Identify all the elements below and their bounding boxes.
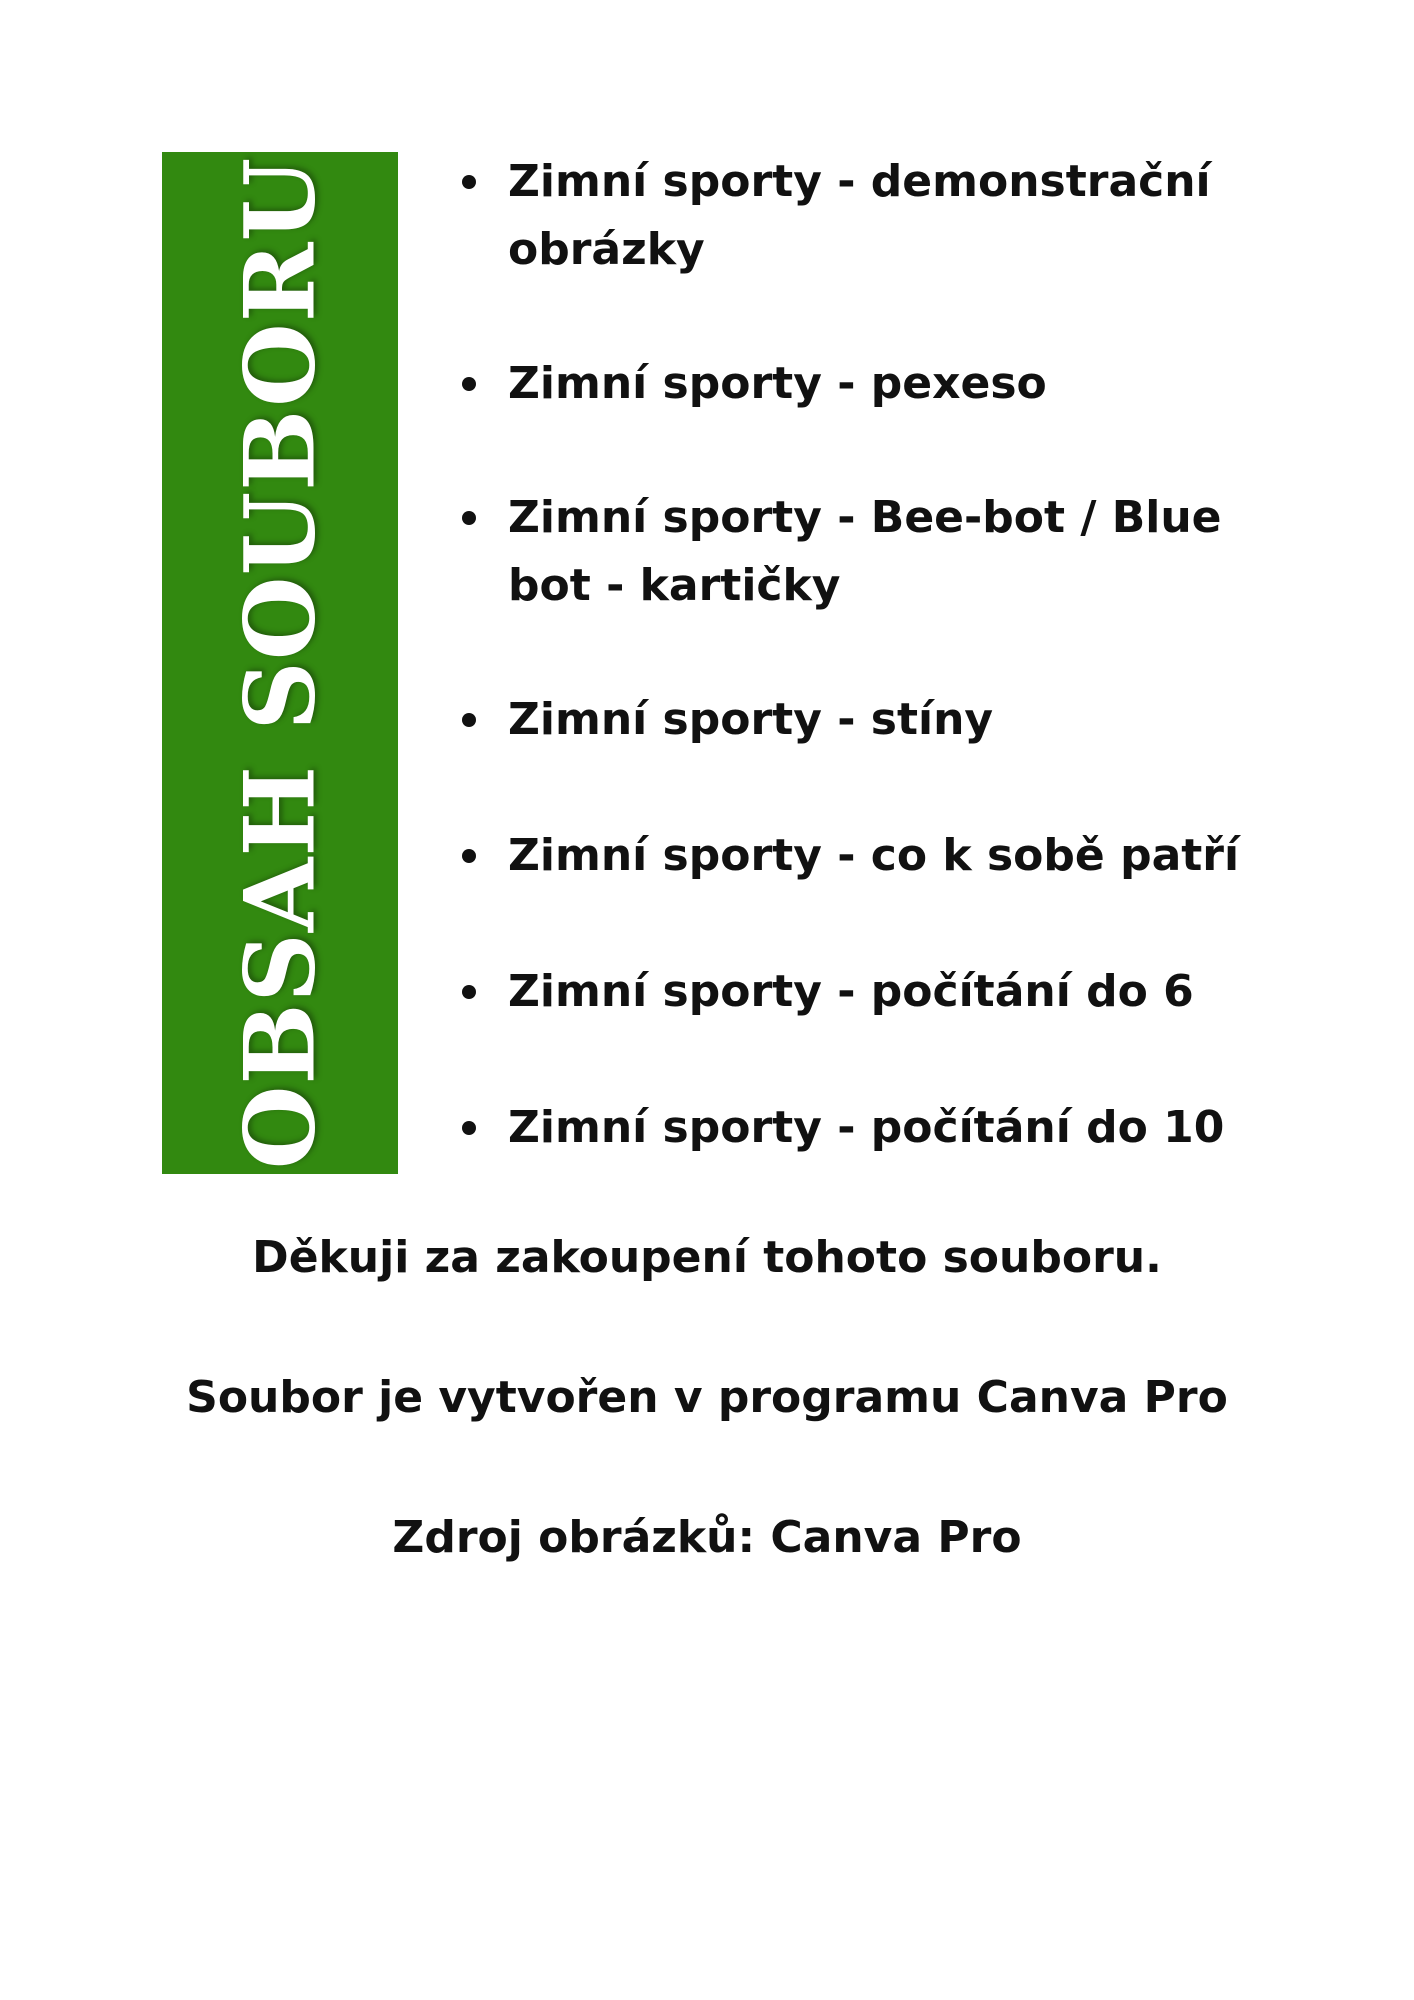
bullet-icon [462, 377, 476, 391]
list-item-text: Zimní sporty - co k sobě patří [508, 830, 1240, 881]
bullet-icon [462, 849, 476, 863]
bullet-icon [462, 985, 476, 999]
list-item-text: Zimní sporty - Bee-bot / Blue bot - kartičky [508, 492, 1222, 611]
list-item [460, 958, 1250, 1026]
thanks-text: Děkuji za zakoupení tohoto souboru. [252, 1232, 1162, 1283]
list-item [460, 822, 1250, 890]
list-item [460, 148, 1250, 284]
list-item [460, 1094, 1250, 1162]
created-with-text: Soubor je vytvořen v programu Canva Pro [186, 1372, 1228, 1423]
bullet-icon [462, 175, 476, 189]
title-banner [162, 152, 398, 1174]
contents-list [460, 148, 1250, 1162]
image-source-text: Zdroj obrázků: Canva Pro [392, 1512, 1022, 1563]
list-item-text: Zimní sporty - demonstrační obrázky [508, 156, 1211, 275]
bullet-icon [462, 511, 476, 525]
bullet-icon [462, 1121, 476, 1135]
list-item-text: Zimní sporty - počítání do 10 [508, 1102, 1225, 1153]
bullet-icon [462, 713, 476, 727]
list-item [460, 484, 1250, 620]
list-item [460, 686, 1250, 754]
list-item-text: Zimní sporty - stíny [508, 694, 994, 745]
banner-title: OBSAH SOUBORU [223, 156, 337, 1170]
list-item-text: Zimní sporty - počítání do 6 [508, 966, 1194, 1017]
list-item-text: Zimní sporty - pexeso [508, 358, 1047, 409]
list-item [460, 350, 1250, 418]
